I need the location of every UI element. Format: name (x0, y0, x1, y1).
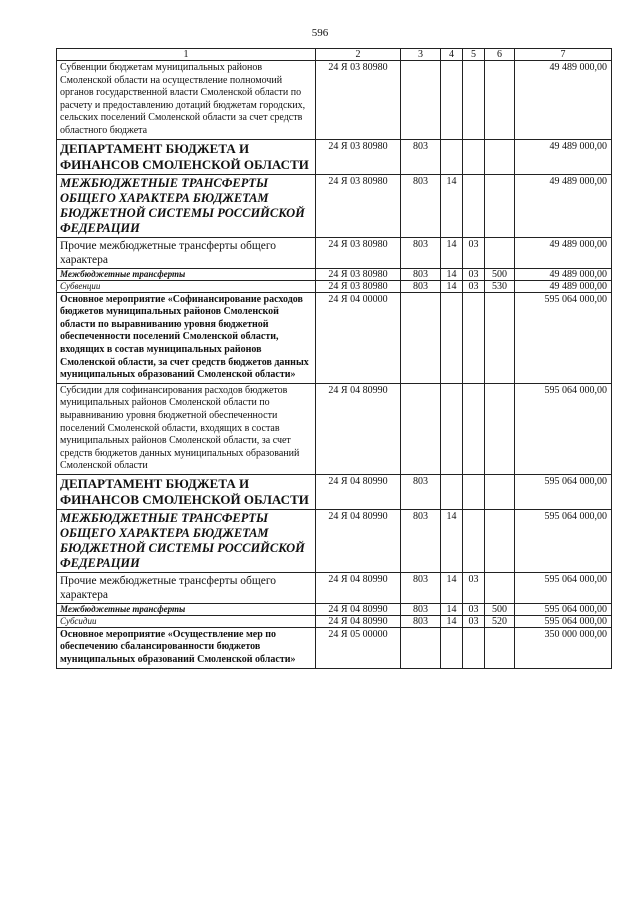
header-cell: 2 (316, 49, 401, 61)
row-name-cell: ДЕПАРТАМЕНТ БЮДЖЕТА И ФИНАНСОВ СМОЛЕНСКОЙ ОБЛАСТИ (57, 139, 316, 174)
section-cell (441, 139, 463, 174)
amount-cell: 595 064 000,00 (515, 615, 612, 627)
table-header-row (57, 49, 612, 61)
header-cell: 5 (463, 49, 485, 61)
expense-type-cell (485, 627, 515, 668)
administrator-code-cell: 803 (401, 174, 441, 237)
administrator-code-cell (401, 627, 441, 668)
administrator-code-cell: 803 (401, 509, 441, 572)
subsection-cell (463, 174, 485, 237)
target-article-cell: 24 Я 04 80990 (316, 603, 401, 615)
target-article-cell: 24 Я 04 00000 (316, 292, 401, 383)
subsection-cell (463, 474, 485, 509)
row-name-cell: Субсидии для софинансирования расходов бюджетов муниципальных районов Смоленской области по выравниванию уровня бюджетной обеспеченности поселений Смоленской области, входящих в состав муниципальных районов Смоленской области, за счет средств бюджетов данных муниципальных образований Смоленской области (57, 383, 316, 474)
table-row (57, 237, 612, 268)
subsection-cell: 03 (463, 615, 485, 627)
amount-cell: 49 489 000,00 (515, 280, 612, 292)
subsection-cell: 03 (463, 280, 485, 292)
administrator-code-cell: 803 (401, 572, 441, 603)
administrator-code-cell: 803 (401, 603, 441, 615)
subsection-cell (463, 61, 485, 140)
expense-type-cell (485, 572, 515, 603)
expense-type-cell (485, 509, 515, 572)
administrator-code-cell: 803 (401, 474, 441, 509)
amount-cell: 595 064 000,00 (515, 474, 612, 509)
subsection-cell (463, 509, 485, 572)
expense-type-cell (485, 174, 515, 237)
administrator-code-cell: 803 (401, 268, 441, 280)
row-name-cell: Основное мероприятие «Софинансирование расходов бюджетов муниципальных районов Смоленской области по выравниванию уровня бюджетной обеспеченности поселений Смоленской области, входящих в состав муниципальных районов Смоленской области, за счет средств бюджетов данных муниципальных образований Смоленской области» (57, 292, 316, 383)
budget-table (56, 48, 612, 669)
row-name-cell: Межбюджетные трансферты (57, 603, 316, 615)
header-cell: 1 (57, 49, 316, 61)
section-cell: 14 (441, 280, 463, 292)
section-cell (441, 474, 463, 509)
subsection-cell: 03 (463, 572, 485, 603)
expense-type-cell (485, 474, 515, 509)
expense-type-cell: 500 (485, 603, 515, 615)
table-row (57, 615, 612, 627)
target-article-cell: 24 Я 04 80990 (316, 383, 401, 474)
amount-cell: 49 489 000,00 (515, 174, 612, 237)
administrator-code-cell: 803 (401, 280, 441, 292)
table-row (57, 280, 612, 292)
header-cell: 6 (485, 49, 515, 61)
row-name-cell: Прочие межбюджетные трансферты общего характера (57, 237, 316, 268)
amount-cell: 49 489 000,00 (515, 139, 612, 174)
header-cell: 3 (401, 49, 441, 61)
section-cell (441, 292, 463, 383)
row-name-cell: Субвенции бюджетам муниципальных районов Смоленской области на осуществление полномочий органов государственной власти Смоленской области по расчету и предоставлению дотаций бюджетам городских, сельских поселений Смоленской области за счет средств областного бюджета (57, 61, 316, 140)
row-name-cell: Межбюджетные трансферты (57, 268, 316, 280)
subsection-cell (463, 383, 485, 474)
row-name-cell: Субвенции (57, 280, 316, 292)
amount-cell: 595 064 000,00 (515, 509, 612, 572)
target-article-cell: 24 Я 04 80990 (316, 615, 401, 627)
section-cell: 14 (441, 615, 463, 627)
amount-cell: 49 489 000,00 (515, 61, 612, 140)
amount-cell: 350 000 000,00 (515, 627, 612, 668)
amount-cell: 49 489 000,00 (515, 268, 612, 280)
row-name-cell: Прочие межбюджетные трансферты общего характера (57, 572, 316, 603)
section-cell (441, 61, 463, 140)
subsection-cell: 03 (463, 237, 485, 268)
row-name-cell: МЕЖБЮДЖЕТНЫЕ ТРАНСФЕРТЫ ОБЩЕГО ХАРАКТЕРА БЮДЖЕТАМ БЮДЖЕТНОЙ СИСТЕМЫ РОССИЙСКОЙ ФЕДЕРАЦИИ (57, 509, 316, 572)
expense-type-cell: 500 (485, 268, 515, 280)
table-row (57, 474, 612, 509)
header-cell: 4 (441, 49, 463, 61)
target-article-cell: 24 Я 05 00000 (316, 627, 401, 668)
expense-type-cell: 520 (485, 615, 515, 627)
administrator-code-cell: 803 (401, 139, 441, 174)
table-row (57, 383, 612, 474)
administrator-code-cell (401, 61, 441, 140)
target-article-cell: 24 Я 03 80980 (316, 280, 401, 292)
amount-cell: 49 489 000,00 (515, 237, 612, 268)
section-cell: 14 (441, 509, 463, 572)
section-cell: 14 (441, 603, 463, 615)
subsection-cell (463, 627, 485, 668)
table-row (57, 174, 612, 237)
table-row (57, 572, 612, 603)
row-name-cell: Субсидии (57, 615, 316, 627)
amount-cell: 595 064 000,00 (515, 603, 612, 615)
amount-cell: 595 064 000,00 (515, 292, 612, 383)
amount-cell: 595 064 000,00 (515, 572, 612, 603)
administrator-code-cell (401, 292, 441, 383)
expense-type-cell (485, 237, 515, 268)
table-row (57, 509, 612, 572)
administrator-code-cell: 803 (401, 237, 441, 268)
target-article-cell: 24 Я 03 80980 (316, 174, 401, 237)
section-cell: 14 (441, 572, 463, 603)
amount-cell: 595 064 000,00 (515, 383, 612, 474)
expense-type-cell (485, 139, 515, 174)
table-row (57, 292, 612, 383)
table-row (57, 603, 612, 615)
target-article-cell: 24 Я 03 80980 (316, 61, 401, 140)
expense-type-cell (485, 292, 515, 383)
expense-type-cell: 530 (485, 280, 515, 292)
administrator-code-cell (401, 383, 441, 474)
section-cell: 14 (441, 174, 463, 237)
page-number: 596 (311, 27, 329, 39)
section-cell: 14 (441, 237, 463, 268)
row-name-cell: ДЕПАРТАМЕНТ БЮДЖЕТА И ФИНАНСОВ СМОЛЕНСКОЙ ОБЛАСТИ (57, 474, 316, 509)
expense-type-cell (485, 383, 515, 474)
target-article-cell: 24 Я 04 80990 (316, 509, 401, 572)
header-cell: 7 (515, 49, 612, 61)
row-name-cell: Основное мероприятие «Осуществление мер по обеспечению сбалансированности бюджетов муниципальных образований Смоленской области» (57, 627, 316, 668)
table-row (57, 268, 612, 280)
table-row (57, 61, 612, 140)
target-article-cell: 24 Я 03 80980 (316, 268, 401, 280)
expense-type-cell (485, 61, 515, 140)
administrator-code-cell: 803 (401, 615, 441, 627)
section-cell (441, 383, 463, 474)
subsection-cell (463, 139, 485, 174)
section-cell (441, 627, 463, 668)
subsection-cell (463, 292, 485, 383)
target-article-cell: 24 Я 03 80980 (316, 237, 401, 268)
subsection-cell: 03 (463, 603, 485, 615)
table-row (57, 139, 612, 174)
target-article-cell: 24 Я 03 80980 (316, 139, 401, 174)
section-cell: 14 (441, 268, 463, 280)
table-row (57, 627, 612, 668)
subsection-cell: 03 (463, 268, 485, 280)
target-article-cell: 24 Я 04 80990 (316, 474, 401, 509)
row-name-cell: МЕЖБЮДЖЕТНЫЕ ТРАНСФЕРТЫ ОБЩЕГО ХАРАКТЕРА БЮДЖЕТАМ БЮДЖЕТНОЙ СИСТЕМЫ РОССИЙСКОЙ ФЕДЕРАЦИИ (57, 174, 316, 237)
target-article-cell: 24 Я 04 80990 (316, 572, 401, 603)
